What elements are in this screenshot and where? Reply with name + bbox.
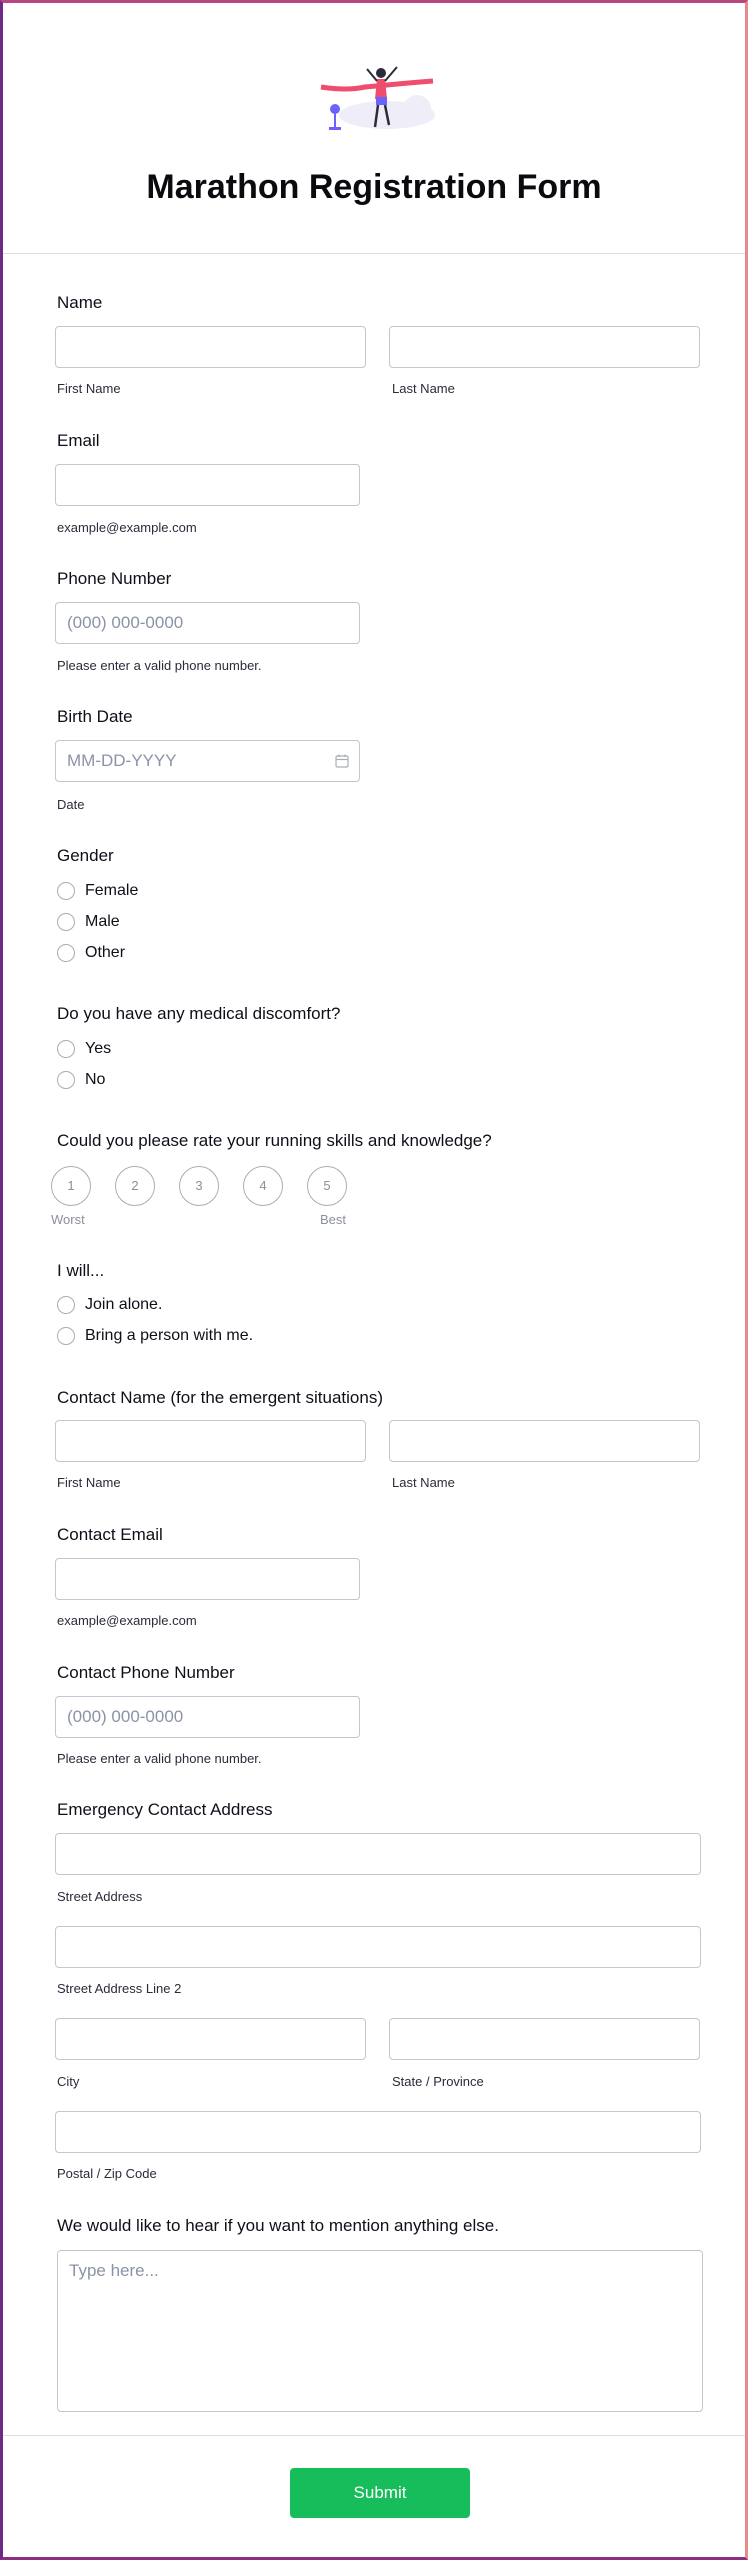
address-label: Emergency Contact Address <box>57 1800 273 1819</box>
rating-option-3[interactable]: 3 <box>179 1166 219 1206</box>
phone-label: Phone Number <box>57 569 172 588</box>
rating-worst-label: Worst <box>51 1212 85 1227</box>
will-option-person[interactable]: Bring a person with me. <box>57 1327 253 1345</box>
contact-email-input[interactable] <box>55 1558 360 1600</box>
will-label: I will... <box>57 1261 105 1280</box>
page-title: Marathon Registration Form <box>146 168 602 206</box>
contact-email-label: Contact Email <box>57 1525 163 1544</box>
radio-circle[interactable] <box>57 1327 75 1345</box>
calendar-icon[interactable] <box>335 754 349 768</box>
contact-phone-input[interactable]: (000) 000-0000 <box>55 1696 360 1738</box>
contact-first-name-input[interactable] <box>55 1420 366 1462</box>
rating-label: Could you please rate your running skills and knowledge? <box>57 1131 492 1150</box>
city-input[interactable] <box>55 2018 366 2060</box>
first-name-input[interactable] <box>55 326 366 368</box>
rating-option-4[interactable]: 4 <box>243 1166 283 1206</box>
radio-circle[interactable] <box>57 1071 75 1089</box>
will-option-alone[interactable]: Join alone. <box>57 1296 162 1314</box>
radio-circle[interactable] <box>57 882 75 900</box>
phone-input[interactable]: (000) 000-0000 <box>55 602 360 644</box>
form-footer-divider <box>3 2435 745 2436</box>
birth-date-label: Birth Date <box>57 707 133 726</box>
contact-phone-label: Contact Phone Number <box>57 1663 235 1682</box>
rating-option-5[interactable]: 5 <box>307 1166 347 1206</box>
gender-label: Gender <box>57 846 114 865</box>
radio-circle[interactable] <box>57 944 75 962</box>
medical-option-yes[interactable]: Yes <box>57 1040 111 1058</box>
birth-date-input[interactable] <box>55 740 360 782</box>
street-address-2-sublabel: Street Address Line 2 <box>57 1981 182 1996</box>
birth-date-placeholder: MM-DD-YYYY <box>67 751 177 770</box>
street-address-2-input[interactable] <box>55 1926 701 1968</box>
comments-label: We would like to hear if you want to mention anything else. <box>57 2216 499 2235</box>
radio-circle[interactable] <box>57 913 75 931</box>
street-address-input[interactable] <box>55 1833 701 1875</box>
rating-option-1[interactable]: 1 <box>51 1166 91 1206</box>
radio-circle[interactable] <box>57 1296 75 1314</box>
email-input[interactable] <box>55 464 360 506</box>
medical-option-no[interactable]: No <box>57 1071 105 1089</box>
contact-last-name-input[interactable] <box>389 1420 700 1462</box>
rating-option-2[interactable]: 2 <box>115 1166 155 1206</box>
submit-button[interactable]: Submit <box>290 2468 470 2518</box>
name-label: Name <box>57 293 103 312</box>
form-header <box>3 3 745 254</box>
comments-textarea[interactable]: Type here... <box>57 2250 703 2412</box>
state-sublabel: State / Province <box>392 2074 484 2089</box>
phone-hint: Please enter a valid phone number. <box>57 658 262 673</box>
email-hint: example@example.com <box>57 520 197 535</box>
city-sublabel: City <box>57 2074 80 2089</box>
rating-best-label: Best <box>320 1212 347 1227</box>
contact-name-label: Contact Name (for the emergent situations) <box>57 1388 383 1407</box>
gender-option-male[interactable]: Male <box>57 913 120 931</box>
contact-first-name-sublabel: First Name <box>57 1475 121 1490</box>
last-name-sublabel: Last Name <box>392 381 455 396</box>
contact-last-name-sublabel: Last Name <box>392 1475 455 1490</box>
postal-code-sublabel: Postal / Zip Code <box>57 2166 157 2181</box>
last-name-input[interactable] <box>389 326 700 368</box>
gender-option-female[interactable]: Female <box>57 882 138 900</box>
gender-option-other[interactable]: Other <box>57 944 125 962</box>
state-input[interactable] <box>389 2018 700 2060</box>
contact-email-hint: example@example.com <box>57 1613 197 1628</box>
medical-label: Do you have any medical discomfort? <box>57 1004 341 1023</box>
radio-circle[interactable] <box>57 1040 75 1058</box>
street-address-sublabel: Street Address <box>57 1889 143 1904</box>
contact-phone-hint: Please enter a valid phone number. <box>57 1751 262 1766</box>
postal-code-input[interactable] <box>55 2111 701 2153</box>
runner-illustration-icon <box>317 57 437 137</box>
email-label: Email <box>57 431 100 450</box>
first-name-sublabel: First Name <box>57 381 121 396</box>
birth-date-hint: Date <box>57 797 85 812</box>
